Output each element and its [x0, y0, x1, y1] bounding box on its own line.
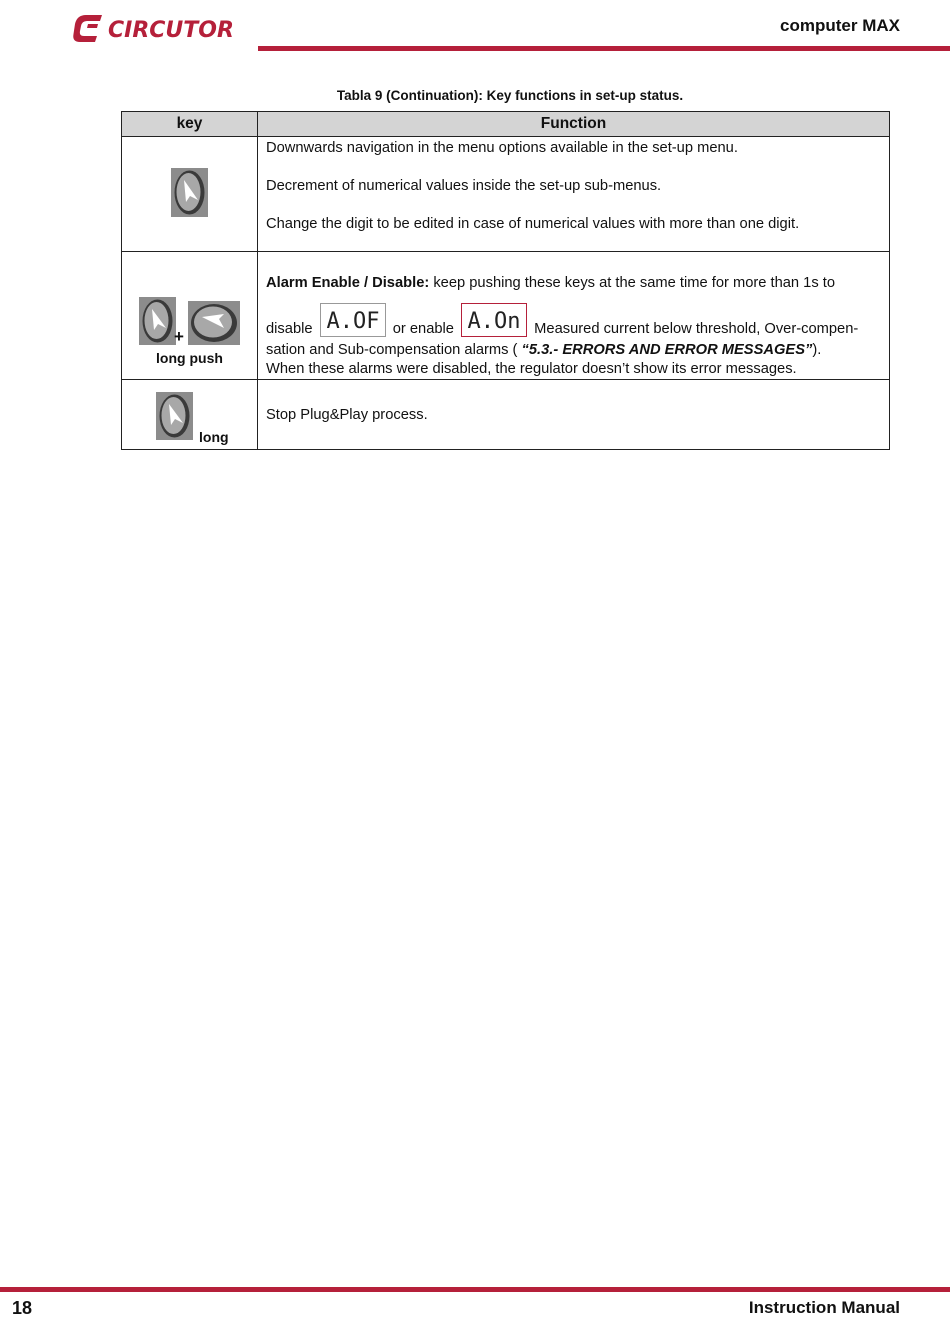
- error-messages-reference: “5.3.- ERRORS AND ERROR MESSAGES”: [521, 342, 813, 358]
- long-label: long: [199, 428, 229, 445]
- table-row: [122, 252, 890, 380]
- key-cell: [122, 137, 258, 252]
- lcd-display-on: [461, 303, 527, 337]
- table-header-row: [122, 112, 890, 137]
- disable-word: disable: [266, 321, 313, 337]
- lcd-off-text: A.OF: [326, 309, 380, 334]
- key-cell: [122, 380, 258, 450]
- table-row: [122, 137, 890, 252]
- function-line: Stop Plug&Play process.: [266, 407, 428, 423]
- page-number: 18: [12, 1298, 33, 1318]
- function-line: Change the digit to be edited in case of numerical values with more than one digit.: [266, 216, 800, 232]
- function-line: ).: [812, 342, 822, 358]
- table-row: [122, 380, 890, 450]
- lcd-on-text: A.On: [467, 309, 521, 334]
- function-line: Downwards navigation in the menu options available in the set-up menu.: [266, 140, 738, 156]
- footer-rule: [0, 1287, 950, 1292]
- long-push-label: long push: [156, 349, 223, 366]
- table-caption: Tabla 9 (Continuation): Key functions in set-up status.: [336, 88, 684, 103]
- function-column-header: Function: [258, 112, 890, 137]
- down-key-icon: [139, 297, 176, 345]
- down-key-icon: [156, 392, 193, 440]
- key-column-header: key: [122, 112, 258, 137]
- document-title: computer MAX: [780, 16, 900, 35]
- lcd-display-off: [320, 303, 386, 337]
- left-key-icon: [188, 301, 240, 345]
- function-line: When these alarms were disabled, the regulator doesn’t show its error messages.: [266, 361, 797, 377]
- function-line: keep pushing these keys at the same time for more than 1s to: [429, 275, 836, 291]
- down-key-icon: [171, 168, 208, 217]
- alarm-enable-heading: Alarm Enable / Disable:: [266, 275, 430, 291]
- key-cell: [122, 252, 258, 380]
- footer-manual-title: Instruction Manual: [748, 1298, 900, 1317]
- plus-sign: +: [174, 326, 184, 346]
- circutor-logo: [72, 12, 247, 44]
- enable-word: or enable: [392, 321, 454, 337]
- function-cell: [258, 380, 890, 450]
- function-cell: [258, 137, 890, 252]
- function-line: sation and Sub-compensation alarms (: [266, 342, 522, 358]
- header-rule: [258, 46, 950, 51]
- key-functions-table: [121, 111, 890, 450]
- function-line: Measured current below threshold, Over-compen-: [534, 321, 859, 337]
- brand-wordmark: CIRCUTOR: [108, 18, 234, 43]
- function-line: Decrement of numerical values inside the set-up sub-menus.: [266, 178, 662, 194]
- function-cell: [258, 252, 890, 380]
